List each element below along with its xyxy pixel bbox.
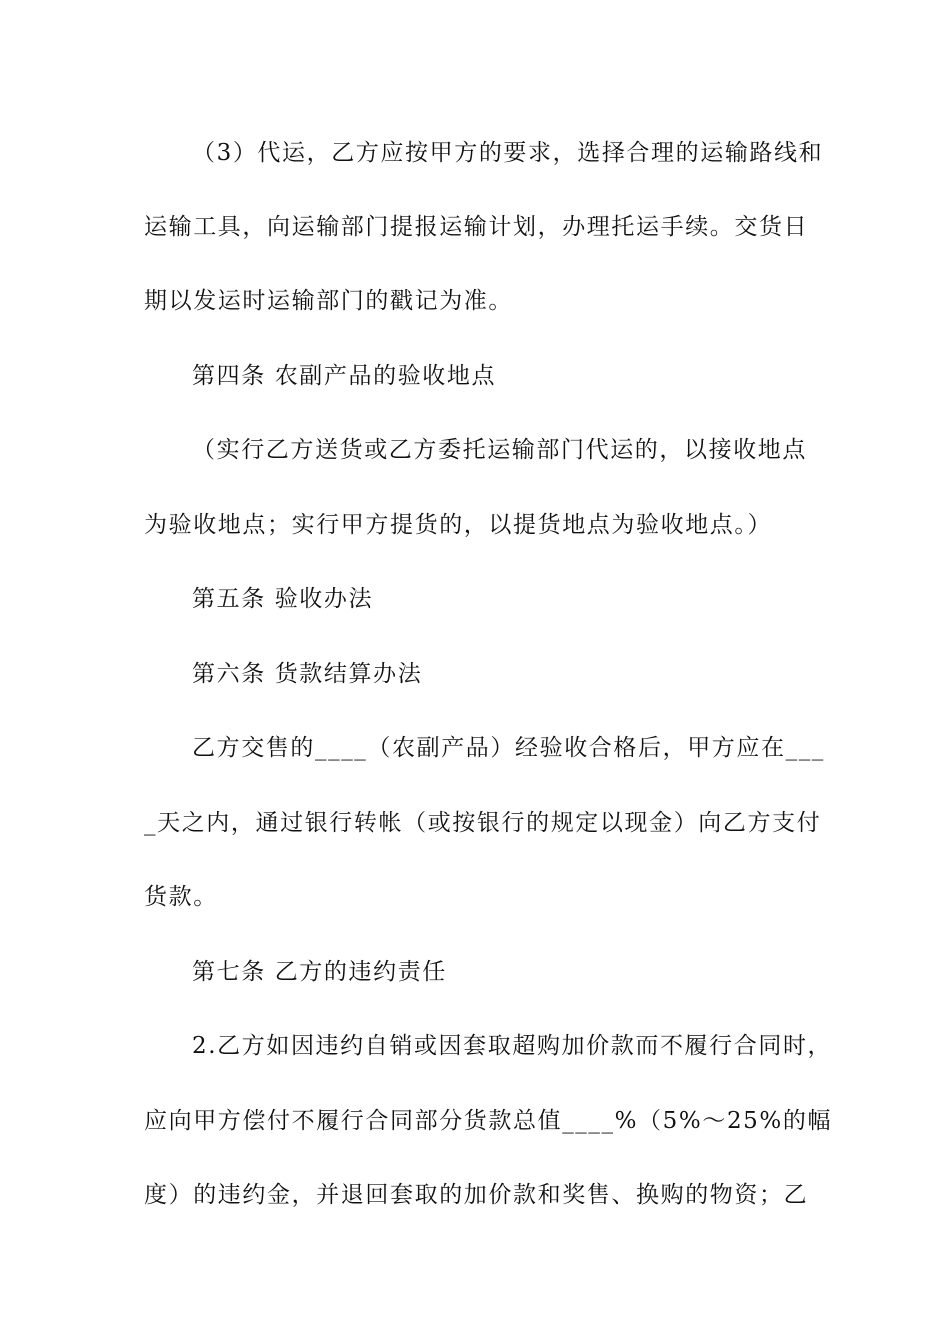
paragraph-line: 2.乙方如因违约自销或因套取超购加价款而不履行合同时， xyxy=(192,1033,833,1059)
paragraph-line: 货款。 xyxy=(144,884,218,910)
paragraph-line: （3）代运，乙方应按甲方的要求，选择合理的运输路线和 xyxy=(192,140,824,166)
article-heading: 第四条 农副产品的验收地点 xyxy=(192,363,497,389)
article-heading: 第七条 乙方的违约责任 xyxy=(192,959,447,985)
paragraph-line: 期以发运时运输部门的戳记为准。 xyxy=(144,288,513,314)
article-heading: 第五条 验收办法 xyxy=(192,586,374,612)
article-heading: 第六条 货款结算办法 xyxy=(192,661,423,687)
paragraph-line: 运输工具，向运输部门提报运输计划，办理托运手续。交货日 xyxy=(144,214,809,240)
paragraph-line: 为验收地点；实行甲方提货的，以提货地点为验收地点。） xyxy=(144,512,773,538)
paragraph-line: 应向甲方偿付不履行合同部分货款总值____%（5%～25%的幅 xyxy=(144,1108,833,1134)
paragraph-line: 度）的违约金，并退回套取的加价款和奖售、换购的物资；乙 xyxy=(144,1182,809,1208)
paragraph-line: （实行乙方送货或乙方委托运输部门代运的，以接收地点 xyxy=(192,437,807,463)
paragraph-line: 乙方交售的____（农副产品）经验收合格后，甲方应在___ xyxy=(192,735,825,761)
paragraph-line: _天之内，通过银行转帐（或按银行的规定以现金）向乙方支付 xyxy=(144,810,822,836)
